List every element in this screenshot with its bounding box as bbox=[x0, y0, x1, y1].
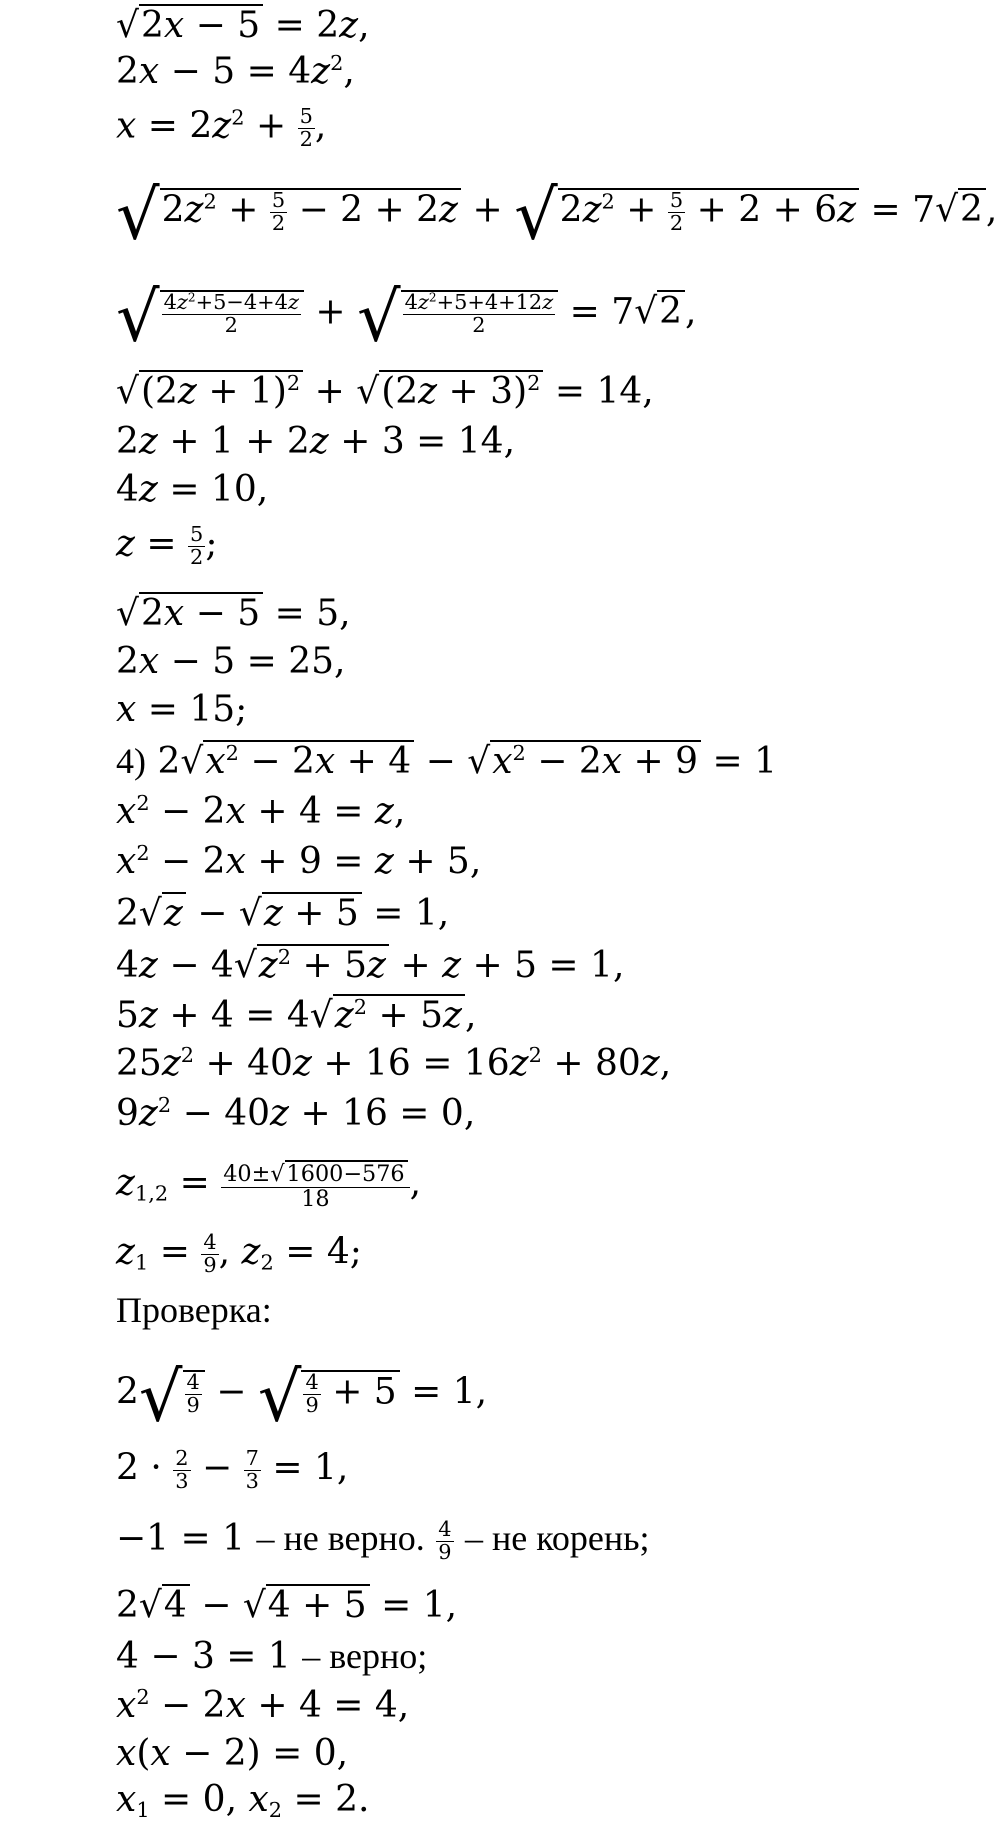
math-line: √2x − 5 = 2z, bbox=[116, 5, 370, 46]
check-heading: Проверка: bbox=[116, 1290, 272, 1330]
math-line: $√(2z + 1)^2 + √(2z + 3)^2 = 14$, bbox=[116, 371, 654, 412]
math-line: 2√4 − √4 + 5 = 1, bbox=[116, 1585, 458, 1626]
math-line: $z_1$ = $\frac{4}{9}$ , $z_2 = 4$; bbox=[116, 1230, 362, 1277]
sqrt: √2x − 5 bbox=[116, 4, 263, 46]
math-line: z = $\frac{5}{2}$ ; bbox=[116, 522, 218, 569]
math-line: −1 = 1 – не верно. $\frac{4}{9}$ – не корень; bbox=[116, 1516, 650, 1564]
math-line: $25z^2 + 40z + 16 = 16z^2 + 80z$, bbox=[116, 1043, 672, 1084]
math-line: 2√ $\frac{4}{9}$ − √ $\frac{4}{9}$ + 5 = 1, bbox=[116, 1358, 488, 1438]
math-line: 4 − 3 = 1 – верно; bbox=[116, 1636, 428, 1677]
math-line: 2z + 1 + 2z + 3 = 14, bbox=[116, 421, 516, 462]
math-line: 4z = 10, bbox=[116, 469, 269, 510]
math-line: $2x - 5 = 4z^2$, bbox=[116, 51, 355, 92]
math-line: $√2z^2$ + $\frac{5}{2}$ − $2 + 2z + √2z^2$ + $\frac{5}{2}$ + 2 + 6z = 7√2, bbox=[116, 176, 997, 256]
math-line: 2 · $\frac{2}{3}$ − $\frac{7}{3}$ = 1, bbox=[116, 1446, 349, 1493]
math-line: $4z - 4√z^2 + 5z + z + 5 = 1$, bbox=[116, 945, 625, 986]
math-line: $x^2 - 2x + 4 = z$, bbox=[116, 791, 406, 832]
math-line: x = 15; bbox=[116, 689, 248, 730]
math-line: $x_1 = 0$, $x_2 = 2$. bbox=[116, 1779, 370, 1822]
math-line: 4) $2√x^2 - 2x + 4 - √x^2 - 2x + 9 = 1$ bbox=[116, 741, 778, 782]
math-line: $5z + 4 = 4√z^2 + 5z$, bbox=[116, 995, 477, 1036]
math-line: √ $\frac{4z^2+5-4+4z}{2}$ + √ $\frac{4z^2+5+4+12z}{2}$ = 7√2, bbox=[116, 278, 697, 358]
math-line: 2√z − √z + 5 = 1, bbox=[116, 893, 450, 934]
math-line: $x^2 - 2x + 4 = 4$, bbox=[116, 1685, 410, 1726]
math-line: √2x − 5 = 5, bbox=[116, 593, 351, 634]
math-line: $x^2 - 2x + 9 = z + 5$, bbox=[116, 841, 482, 882]
math-line: x(x − 2) = 0, bbox=[116, 1733, 349, 1774]
math-line: $9z^2 - 40z + 16 = 0$, bbox=[116, 1093, 476, 1134]
math-line: $z_{1,2}$ = $\frac{40\pm√1600-576}{18}$ , bbox=[116, 1161, 422, 1212]
math-line: $x = 2z^2$ + $\frac{5}{2}$ , bbox=[116, 104, 327, 151]
math-line: 2x − 5 = 25, bbox=[116, 641, 346, 682]
